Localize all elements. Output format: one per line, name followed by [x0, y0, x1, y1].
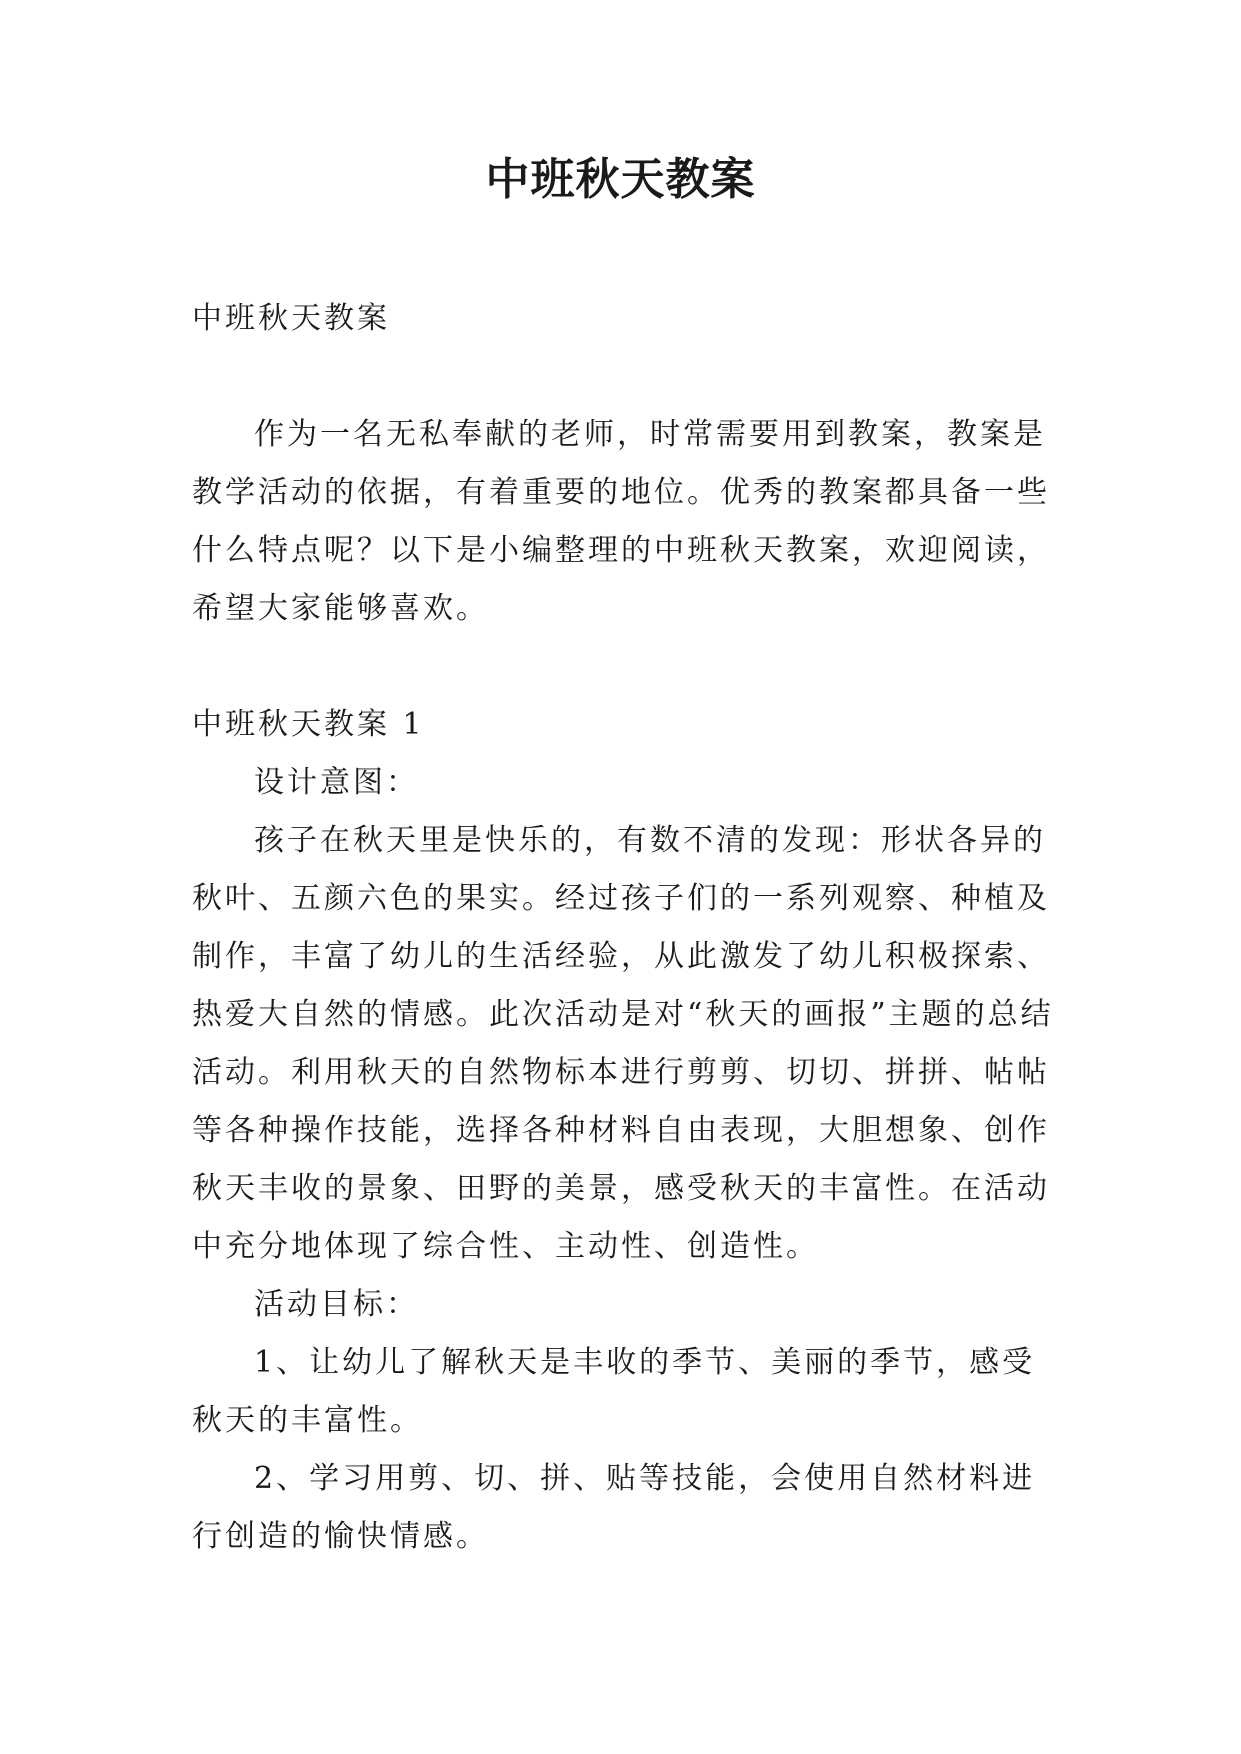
activity-goal-item: 1、让幼儿了解秋天是丰收的季节、美丽的季节，感受秋天的丰富性。: [192, 1345, 1036, 1438]
design-intent-paragraph: 孩子在秋天里是快乐的，有数不清的发现：形状各异的秋叶、五颜六色的果实。经过孩子们的一系列观察、种植及制作，丰富了幼儿的生活经验，从此激发了幼儿积极探索、热爱大自然的情感。此次活动是对“秋天的画报”主题的总结活动。利用秋天的自然物标本进行剪剪、切切、拼拼、帖帖等各种操作技能，选择各种材料自由表现，大胆想象、创作秋天丰收的景象、田野的美景，感受秋天的丰富性。在活动中充分地体现了综合性、主动性、创造性。: [192, 823, 1054, 1264]
section-heading: 中班秋天教案 1: [192, 707, 425, 742]
activity-goals-label: 活动目标：: [254, 1287, 419, 1322]
intro-paragraph: 作为一名无私奉献的老师，时常需要用到教案，教案是教学活动的依据，有着重要的地位。优秀的教案都具备一些什么特点呢？以下是小编整理的中班秋天教案，欢迎阅读，希望大家能够喜欢。: [192, 417, 1050, 626]
document-subtitle: 中班秋天教案: [192, 301, 390, 336]
activity-goal-item: 2、学习用剪、切、拼、贴等技能，会使用自然材料进行创造的愉快情感。: [192, 1461, 1036, 1554]
design-intent-label: 设计意图：: [254, 765, 419, 800]
document-title: 中班秋天教案: [485, 154, 756, 205]
document-body: [192, 290, 1060, 1566]
